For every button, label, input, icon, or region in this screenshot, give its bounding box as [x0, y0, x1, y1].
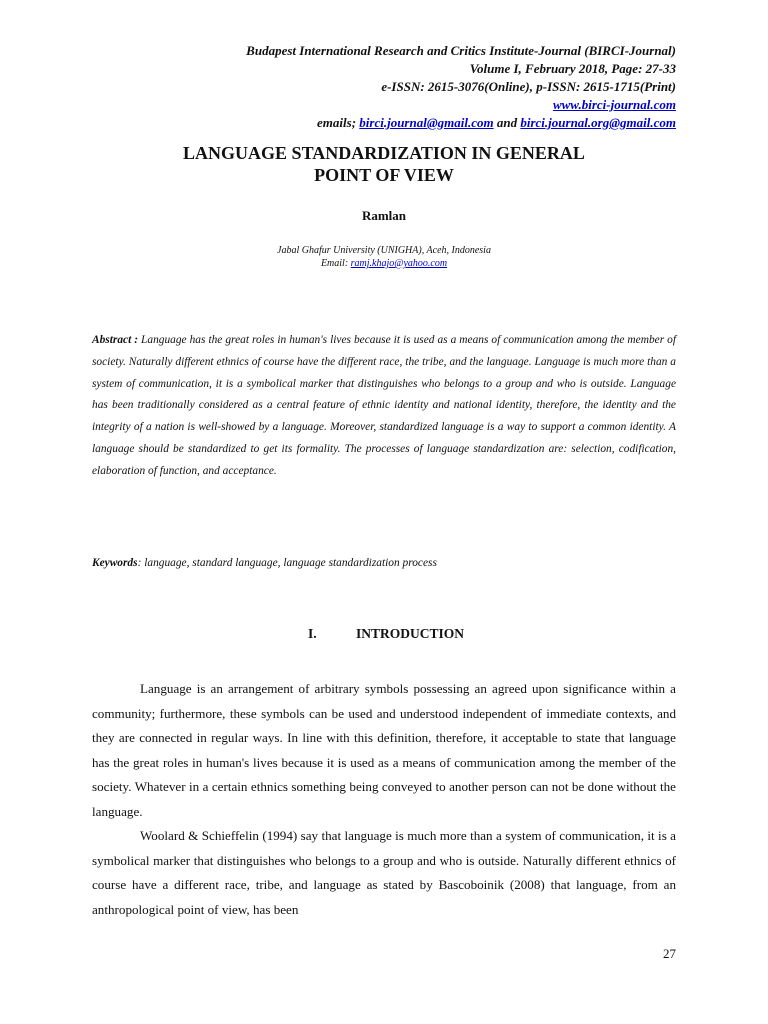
author-email-link[interactable]: ramj.khajo@yahoo.com: [350, 258, 448, 269]
paper-title: [92, 142, 676, 186]
author-name: Ramlan: [361, 208, 407, 223]
affiliation-text: Jabal Ghafur University (UNIGHA), Aceh, Indonesia: [277, 245, 491, 256]
section-title: INTRODUCTION: [356, 626, 465, 641]
page-number: 27: [663, 946, 676, 961]
body-paragraph-2: Woolard & Schieffelin (1994) say that language is much more than a system of communication, it is a symbolical marker that distinguishes who belongs to a group and who is outside. Naturally different ethnics of course have a different race, tribe, and language as stated by Bascoboinik (2008) that language, from an anthropological point of view, has been: [92, 828, 676, 917]
abstract: [92, 330, 676, 483]
title-line-1: LANGUAGE STANDARDIZATION IN GENERAL: [183, 143, 585, 163]
journal-email-link-2[interactable]: birci.journal.org@gmail.com: [520, 115, 676, 130]
emails-prefix: emails;: [317, 115, 360, 130]
body-text: [92, 677, 676, 922]
emails-and: and: [493, 115, 521, 130]
journal-name: Budapest International Research and Critics Institute-Journal (BIRCI-Journal): [246, 43, 676, 58]
keywords: [92, 553, 676, 573]
journal-header: [116, 42, 676, 132]
journal-issn: e-ISSN: 2615-3076(Online), p-ISSN: 2615-1715(Print): [381, 79, 676, 94]
email-label: Email:: [320, 258, 351, 269]
abstract-label: Abstract :: [92, 334, 139, 346]
section-number: I.: [308, 626, 317, 641]
body-paragraph-1: Language is an arrangement of arbitrary symbols possessing an agreed upon significance within a community; furthermore, these symbols can be used and understood independent of immediate contexts, and they are connected in regular ways. In line with this definition, therefore, it acceptable to state that language has the great roles in human's lives because it is used as a means of communication among the member of the society. Whatever in a certain ethnics something being conveyed to another person can not be done without the language.: [92, 681, 676, 819]
journal-volume: Volume I, February 2018, Page: 27-33: [469, 61, 676, 76]
abstract-text: Language has the great roles in human's lives because it is used as a means of communication among the member of society. Naturally different ethnics of course have the different race, the tribe, and the language. Language is much more than a system of communication, it is a symbolical marker that distinguishes who belongs to a group and who is outside. Language has been traditionally considered as a central feature of ethnic identity and national identity, therefore, the identity and the integrity of a nation is well-showed by a language. Moreover, standardized language is a way to support a common identity. A language should be standardized to get its formality. The processes of language standardization are: selection, codification, elaboration of function, and acceptance.: [92, 334, 676, 477]
journal-website-link[interactable]: www.birci-journal.com: [552, 97, 676, 112]
author-affiliation: [92, 244, 676, 270]
journal-emails: [116, 114, 676, 132]
journal-email-link-1[interactable]: birci.journal@gmail.com: [359, 115, 494, 130]
keywords-label: Keywords: [92, 557, 138, 569]
author-email-line: [92, 257, 676, 270]
title-line-2: POINT OF VIEW: [314, 165, 454, 185]
keywords-text: : language, standard language, language standardization process: [137, 557, 437, 569]
